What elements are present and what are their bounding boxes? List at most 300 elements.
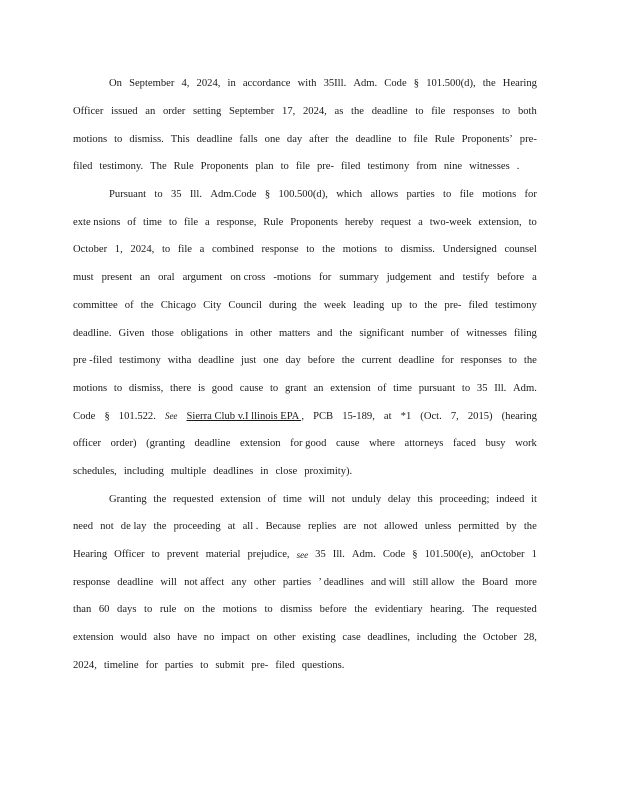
text-line bbox=[73, 430, 537, 458]
word: to bbox=[161, 244, 171, 256]
word: the bbox=[341, 355, 355, 367]
word: deadlines, bbox=[367, 632, 410, 644]
word: hearing. bbox=[430, 604, 465, 616]
text-line bbox=[73, 181, 537, 209]
word: at bbox=[383, 410, 392, 422]
word: at bbox=[227, 521, 236, 533]
word: good bbox=[211, 382, 233, 394]
word: unless bbox=[424, 521, 452, 533]
word: witha bbox=[167, 355, 192, 367]
word: motions bbox=[73, 382, 108, 394]
text-line bbox=[73, 292, 537, 320]
word: to bbox=[144, 604, 153, 616]
citation-signal: See bbox=[164, 411, 178, 422]
word: filed bbox=[275, 659, 295, 671]
word: falls bbox=[239, 133, 258, 145]
word: the bbox=[463, 632, 477, 644]
word: The bbox=[150, 161, 167, 173]
word: parties bbox=[406, 189, 435, 201]
word: Hearing bbox=[73, 549, 108, 561]
word: 35 bbox=[170, 189, 182, 201]
word: pre- bbox=[444, 299, 462, 311]
word: an bbox=[145, 106, 156, 118]
word: deadline bbox=[398, 355, 435, 367]
text-line bbox=[73, 208, 537, 236]
word: 1 bbox=[531, 549, 537, 561]
word: this bbox=[417, 493, 433, 505]
word: to bbox=[151, 549, 160, 561]
word: response, bbox=[216, 216, 257, 228]
word: the bbox=[461, 576, 475, 588]
word: -motions bbox=[273, 272, 312, 284]
word: permitted bbox=[458, 521, 499, 533]
word: will bbox=[160, 576, 177, 588]
word: 2024, bbox=[302, 106, 327, 118]
word: not bbox=[100, 521, 114, 533]
word: obligations bbox=[180, 327, 228, 339]
word: deadline bbox=[371, 106, 408, 118]
word: of bbox=[127, 216, 137, 228]
word: have bbox=[177, 632, 198, 644]
word: dismiss. bbox=[129, 133, 164, 145]
word: to bbox=[306, 244, 315, 256]
word: not bbox=[331, 493, 346, 505]
word: PCB bbox=[313, 410, 334, 422]
word: work bbox=[515, 438, 537, 450]
word: 101.500(e), bbox=[424, 549, 474, 561]
word: in bbox=[260, 465, 269, 477]
word: the bbox=[523, 521, 537, 533]
word: filing bbox=[513, 327, 537, 339]
word: testimony bbox=[367, 161, 410, 173]
word: grant bbox=[284, 382, 307, 394]
word: the bbox=[153, 521, 167, 533]
word: it bbox=[531, 493, 537, 505]
word: 17, bbox=[282, 106, 296, 118]
word: Council bbox=[228, 299, 262, 311]
word: all . bbox=[242, 521, 259, 533]
word: deadline bbox=[355, 133, 392, 145]
word: evidentiary bbox=[374, 604, 423, 616]
word: are bbox=[343, 521, 357, 533]
word: response bbox=[261, 244, 299, 256]
word: testimony. bbox=[99, 161, 144, 173]
word: and bbox=[439, 272, 455, 284]
word: *1 bbox=[400, 410, 412, 422]
word: 101.522. bbox=[118, 410, 156, 422]
word: issued bbox=[111, 106, 138, 118]
word: faced bbox=[452, 438, 476, 450]
word: not affect bbox=[184, 576, 225, 588]
word: other bbox=[250, 327, 272, 339]
word: Code bbox=[384, 78, 407, 90]
word: parties bbox=[164, 659, 194, 671]
word: with bbox=[297, 78, 317, 90]
word: 60 bbox=[98, 604, 110, 616]
word: material bbox=[205, 549, 241, 561]
word: including bbox=[416, 632, 457, 644]
word: witnesses bbox=[466, 327, 507, 339]
word: pre- bbox=[519, 133, 537, 145]
text-line bbox=[73, 236, 537, 264]
word: 101.500(d), bbox=[426, 78, 476, 90]
word: the bbox=[424, 299, 438, 311]
text-line bbox=[73, 596, 537, 624]
word: dismiss bbox=[280, 604, 313, 616]
word: to bbox=[264, 604, 273, 616]
word: the bbox=[322, 244, 336, 256]
word: in bbox=[227, 78, 236, 90]
word: questions. bbox=[301, 659, 345, 671]
word: dismiss, bbox=[128, 382, 164, 394]
word: a bbox=[199, 244, 205, 256]
word: allowed bbox=[384, 521, 418, 533]
word: summary bbox=[339, 272, 379, 284]
word: and bbox=[317, 327, 333, 339]
word: prejudice, bbox=[247, 549, 290, 561]
word: of bbox=[124, 299, 134, 311]
word: Pursuant bbox=[109, 189, 147, 201]
word: Officer bbox=[73, 106, 104, 118]
word: before bbox=[497, 272, 525, 284]
word: exte nsions bbox=[73, 216, 121, 228]
word: 2015) bbox=[467, 410, 493, 422]
word: pursuant bbox=[418, 382, 456, 394]
word: Adm. bbox=[513, 382, 537, 394]
word: delay bbox=[387, 493, 411, 505]
word: up bbox=[391, 299, 402, 311]
word: on bbox=[256, 632, 268, 644]
word: pre -filed bbox=[73, 355, 113, 367]
word: accordance bbox=[242, 78, 291, 90]
word: the bbox=[140, 299, 154, 311]
word: on bbox=[183, 604, 195, 616]
word: to bbox=[409, 299, 418, 311]
word: number bbox=[411, 327, 444, 339]
word: time bbox=[143, 216, 162, 228]
text-line bbox=[73, 319, 537, 347]
text-line bbox=[73, 458, 537, 486]
word: the bbox=[354, 604, 368, 616]
word: the bbox=[339, 327, 353, 339]
word: order) bbox=[110, 438, 137, 450]
word: to bbox=[114, 133, 123, 145]
word: which bbox=[336, 189, 363, 201]
word: schedules, bbox=[73, 465, 117, 477]
text-line bbox=[73, 125, 537, 153]
word: Because bbox=[265, 521, 301, 533]
word: City bbox=[203, 299, 222, 311]
word: file bbox=[295, 161, 310, 173]
word: for good bbox=[290, 438, 327, 450]
word: deadline bbox=[198, 355, 235, 367]
word: is bbox=[197, 382, 206, 394]
word: motions bbox=[482, 189, 517, 201]
text-line bbox=[73, 541, 537, 569]
word: Given bbox=[118, 327, 145, 339]
word: order bbox=[162, 106, 186, 118]
word: week bbox=[323, 299, 347, 311]
word: two-week bbox=[429, 216, 472, 228]
word: proceeding bbox=[173, 521, 221, 533]
word: deadline. bbox=[73, 327, 112, 339]
word: (hearing bbox=[501, 410, 537, 422]
word: existing bbox=[302, 632, 336, 644]
word: not bbox=[363, 521, 377, 533]
word: filed bbox=[341, 161, 361, 173]
case-citation: Sierra Club v.I llinois EPA , bbox=[186, 410, 305, 422]
word: unduly bbox=[351, 493, 382, 505]
word: Hearing bbox=[502, 78, 537, 90]
word: hereby bbox=[344, 216, 374, 228]
word: dismiss. bbox=[400, 244, 435, 256]
word: 1, bbox=[114, 244, 123, 256]
word: pre- bbox=[251, 659, 269, 671]
word: of bbox=[450, 327, 460, 339]
word: pre- bbox=[316, 161, 335, 173]
word: 2024, bbox=[196, 78, 221, 90]
word: October bbox=[73, 244, 108, 256]
word: one bbox=[264, 133, 280, 145]
word: a bbox=[418, 216, 423, 228]
word: from bbox=[416, 161, 437, 173]
word: 35 bbox=[315, 549, 326, 561]
word: combined bbox=[212, 244, 254, 256]
word: Board bbox=[482, 576, 508, 588]
word: extension, bbox=[478, 216, 522, 228]
word: indeed bbox=[496, 493, 525, 505]
word: cause bbox=[335, 438, 360, 450]
word: to bbox=[508, 355, 517, 367]
word: case bbox=[342, 632, 361, 644]
word: attorneys bbox=[404, 438, 444, 450]
word: current bbox=[361, 355, 392, 367]
word: motions bbox=[222, 604, 257, 616]
word: 2024, bbox=[130, 244, 155, 256]
word: . bbox=[516, 161, 520, 173]
word: This bbox=[170, 133, 190, 145]
word: day bbox=[285, 355, 301, 367]
word: after bbox=[309, 133, 329, 145]
text-line bbox=[73, 651, 537, 679]
word: Chicago bbox=[160, 299, 196, 311]
word: before bbox=[307, 355, 335, 367]
word: Officer bbox=[114, 549, 145, 561]
word: requested bbox=[172, 493, 214, 505]
word: to bbox=[269, 382, 279, 394]
word: extension bbox=[220, 493, 261, 505]
word: in bbox=[234, 327, 244, 339]
word: 2024, bbox=[73, 659, 97, 671]
word: allows bbox=[370, 189, 399, 201]
word: submit bbox=[215, 659, 245, 671]
text-line bbox=[73, 70, 537, 98]
word: Adm.Code bbox=[210, 189, 257, 201]
word: to bbox=[200, 659, 209, 671]
word: 4, bbox=[181, 78, 190, 90]
word: just bbox=[241, 355, 257, 367]
word: and will bbox=[370, 576, 406, 588]
word: multiple bbox=[170, 465, 207, 477]
word: a bbox=[532, 272, 537, 284]
word: before bbox=[319, 604, 347, 616]
word: 35 bbox=[476, 382, 488, 394]
word: significant bbox=[359, 327, 405, 339]
word: proceeding; bbox=[439, 493, 490, 505]
word: Rule bbox=[173, 161, 194, 173]
word: September bbox=[229, 106, 275, 118]
word: request bbox=[380, 216, 412, 228]
word: deadline bbox=[196, 133, 233, 145]
word: file bbox=[431, 106, 446, 118]
word: other bbox=[253, 576, 276, 588]
word: On bbox=[109, 78, 122, 90]
word: file bbox=[413, 133, 428, 145]
word: deadline bbox=[194, 438, 231, 450]
word: (Oct. bbox=[420, 410, 442, 422]
word: testify bbox=[462, 272, 490, 284]
word: to bbox=[461, 382, 471, 394]
word: busy bbox=[485, 438, 506, 450]
word: replies bbox=[308, 521, 337, 533]
word: (granting bbox=[146, 438, 185, 450]
word: de lay bbox=[120, 521, 147, 533]
text-line bbox=[73, 402, 537, 430]
word: 35Ill. bbox=[323, 78, 347, 90]
word: Rule bbox=[434, 133, 455, 145]
word: to bbox=[443, 189, 452, 201]
word: setting bbox=[193, 106, 222, 118]
word: extension bbox=[330, 382, 371, 394]
word: parties bbox=[282, 576, 312, 588]
word: for bbox=[318, 272, 332, 284]
word: Proponents bbox=[200, 161, 249, 173]
word: an bbox=[140, 272, 151, 284]
document-body bbox=[73, 70, 537, 679]
word: impact bbox=[221, 632, 250, 644]
word: testimony bbox=[495, 299, 537, 311]
word: filed bbox=[73, 161, 93, 173]
word: present bbox=[101, 272, 133, 284]
word: need bbox=[73, 521, 93, 533]
word: motions bbox=[342, 244, 377, 256]
word: other bbox=[273, 632, 296, 644]
word: the bbox=[202, 604, 216, 616]
word: file bbox=[177, 244, 192, 256]
text-line bbox=[73, 485, 537, 513]
word: 15-189, bbox=[342, 410, 375, 422]
word: than bbox=[73, 604, 92, 616]
word: 7, bbox=[450, 410, 459, 422]
word: responses bbox=[453, 106, 495, 118]
word: more bbox=[515, 576, 537, 588]
word: to bbox=[113, 382, 123, 394]
word: nine bbox=[443, 161, 463, 173]
word: Ill. bbox=[332, 549, 345, 561]
text-line bbox=[73, 568, 537, 596]
text-line bbox=[73, 375, 537, 403]
word: the bbox=[303, 299, 317, 311]
word: to bbox=[415, 106, 424, 118]
word: matters bbox=[278, 327, 311, 339]
word: judgement bbox=[386, 272, 432, 284]
word: responses bbox=[460, 355, 502, 367]
word: close bbox=[275, 465, 298, 477]
text-line bbox=[73, 624, 537, 652]
word: on cross bbox=[230, 272, 266, 284]
word: Ill. bbox=[494, 382, 507, 394]
word: filed bbox=[468, 299, 488, 311]
text-line bbox=[73, 513, 537, 541]
word: § bbox=[413, 78, 420, 90]
word: extension bbox=[73, 632, 114, 644]
word: would bbox=[120, 632, 147, 644]
citation-signal: see bbox=[296, 549, 309, 560]
word: those bbox=[151, 327, 174, 339]
word: Adm. bbox=[351, 549, 376, 561]
word: requested bbox=[496, 604, 537, 616]
text-line bbox=[73, 347, 537, 375]
word: counsel bbox=[504, 244, 537, 256]
word: argument bbox=[182, 272, 223, 284]
word: anOctober bbox=[480, 549, 525, 561]
word: the bbox=[153, 493, 167, 505]
word: the bbox=[482, 78, 496, 90]
word: to bbox=[528, 216, 537, 228]
word: ’ deadlines bbox=[318, 576, 364, 588]
word: Code bbox=[382, 549, 406, 561]
word: by bbox=[506, 521, 517, 533]
word: § bbox=[412, 549, 418, 561]
word: any bbox=[231, 576, 247, 588]
word: prevent bbox=[166, 549, 199, 561]
word: for bbox=[145, 659, 158, 671]
word: for bbox=[524, 189, 537, 201]
word: oral bbox=[158, 272, 175, 284]
word: where bbox=[369, 438, 395, 450]
word: to bbox=[154, 189, 163, 201]
word: will bbox=[308, 493, 325, 505]
word: file bbox=[459, 189, 474, 201]
word: § bbox=[104, 410, 110, 422]
word: motions bbox=[73, 133, 108, 145]
word: September bbox=[129, 78, 175, 90]
word: 28, bbox=[523, 632, 537, 644]
word: cause bbox=[239, 382, 264, 394]
word: to bbox=[501, 106, 511, 118]
word: still allow bbox=[412, 576, 455, 588]
word: time bbox=[393, 382, 412, 394]
word: proximity). bbox=[304, 465, 353, 477]
text-line bbox=[73, 98, 537, 126]
word: testimony bbox=[119, 355, 161, 367]
word: including bbox=[123, 465, 164, 477]
word: plan bbox=[255, 161, 274, 173]
word: Code bbox=[73, 410, 96, 422]
word: no bbox=[203, 632, 215, 644]
word: an bbox=[313, 382, 324, 394]
word: The bbox=[472, 604, 489, 616]
word: during bbox=[268, 299, 297, 311]
word: to bbox=[168, 216, 178, 228]
word: response bbox=[73, 576, 111, 588]
word: deadline bbox=[117, 576, 154, 588]
text-line bbox=[73, 153, 537, 181]
word: timeline bbox=[103, 659, 139, 671]
word: there bbox=[170, 382, 192, 394]
word: of bbox=[377, 382, 387, 394]
word: officer bbox=[73, 438, 102, 450]
